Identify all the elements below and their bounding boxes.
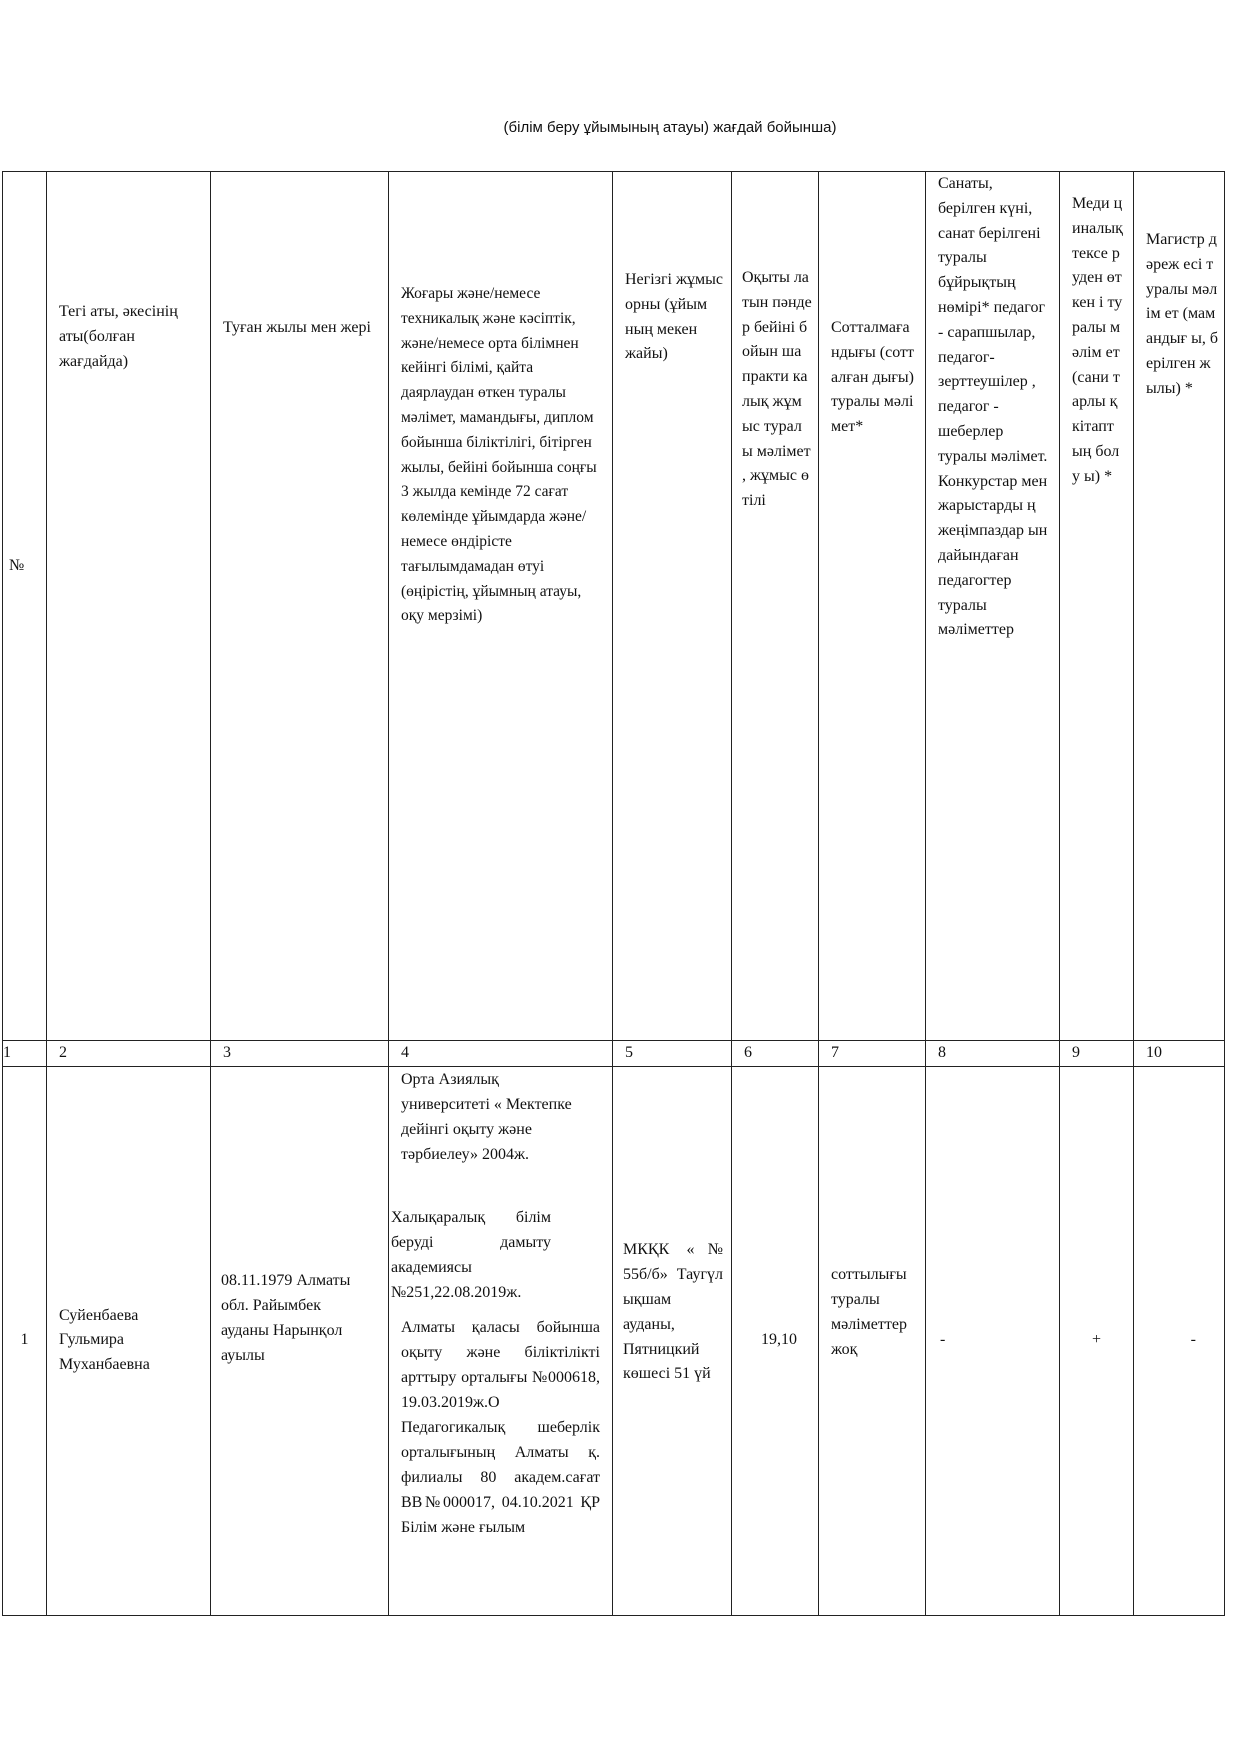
row-fullname-value: Суйенбаева Гульмира Муханбаевна — [59, 1306, 150, 1374]
col-num-1: 1 — [3, 1041, 47, 1067]
header-fullname-label: Тегі аты, әкесінің аты(болған жағдайда) — [59, 303, 178, 370]
header-no-label: № — [9, 556, 25, 574]
row-workplace — [613, 1066, 732, 1615]
header-masters-label: Магистр дәреж есі туралы мәлім ет (мамандығ ы, берілген жылы) * — [1146, 231, 1219, 397]
header-practice-label: Оқыты латын пәндер бейіні бойын ша практи калық жұмыс туралы мәлімет , жұмыс өтілі — [742, 269, 812, 510]
header-fullname — [47, 172, 211, 1041]
header-no — [3, 172, 47, 1041]
table-row — [3, 1066, 1225, 1615]
header-education-label: Жоғары және/немесе техникалық және кәсіптік, және/немесе орта білімнен кейінгі білімі, қайта даярлаудан өткен туралы мәлімет, мамандығы, диплом бойынша біліктілігі, бітірген жылы, бейіні бойынша соңғы 3 жылда кемінде 72 сағат көлемінде ұйымдарда және/немесе өндірісте тағылымдамадан өтуі (өңірістің, ұйымның атауы, оқу мерзімі) — [401, 285, 597, 625]
header-workplace-label: Негізгі жұмыс орны (ұйым ның мекен жайы) — [625, 271, 724, 363]
header-workplace — [613, 172, 732, 1041]
col-num-6: 6 — [732, 1041, 819, 1067]
staff-table — [2, 171, 1225, 1616]
row-category — [926, 1066, 1060, 1615]
header-row — [3, 172, 1225, 1041]
col-num-2: 2 — [47, 1041, 211, 1067]
col-num-8: 8 — [926, 1041, 1060, 1067]
col-num-3: 3 — [211, 1041, 389, 1067]
page-caption: (білім беру ұйымының атауы) жағдай бойынша) — [503, 119, 837, 136]
row-number-value: 1 — [20, 1331, 29, 1349]
row-conviction — [819, 1066, 926, 1615]
header-category-label: Санаты, берілген күні, санат берілгені туралы бұйрықтың нөмірі* педагог - сарапшылар, педагог-зерттеушілер , педагог - шеберлер туралы мәлімет. Конкурстар мен жарыстарды ң жеңімпаздар ын дайындаған педагогтер туралы мәліметтер — [938, 175, 1048, 639]
row-fullname — [47, 1066, 211, 1615]
header-birth — [211, 172, 389, 1041]
row-masters-value: - — [1190, 1331, 1196, 1349]
header-education — [389, 172, 613, 1041]
row-experience-value: 19,10 — [761, 1331, 797, 1349]
col-num-5: 5 — [613, 1041, 732, 1067]
row-education-courses: Алматы қаласы бойынша оқыту және біліктілікті арттыру орталығы №000618, 19.03.2019ж.О Педагогикалық шеберлік орталығының Алматы қ. филиалы 80 академ.сағат ВВ№000017, 04.10.2021 ҚР Білім және ғылым — [401, 1318, 600, 1536]
row-number — [3, 1066, 47, 1615]
row-education-academy: Халықаралық білім беруді дамыту академиясы №251,22.08.2019ж. — [391, 1208, 551, 1301]
row-education-diploma: Орта Азиялық университеті « Мектепке дейінгі оқыту және тәрбиелеу» 2004ж. — [401, 1070, 572, 1163]
row-experience — [732, 1066, 819, 1615]
row-workplace-value: МКҚК «№ 55б/б» Таугүл ықшам ауданы, Пятницкий көшесі 51 үй — [623, 1241, 723, 1383]
header-category — [926, 172, 1060, 1041]
header-birth-label: Туған жылы мен жері — [223, 319, 371, 336]
header-conviction — [819, 172, 926, 1041]
col-num-9: 9 — [1060, 1041, 1134, 1067]
row-medical-value: + — [1091, 1331, 1102, 1349]
row-birth-value: 08.11.1979 Алматы обл. Райымбек ауданы Нарынқол ауылы — [221, 1272, 351, 1364]
row-masters — [1134, 1066, 1225, 1615]
row-conviction-value: соттылығы туралы мәліметтер жоқ — [831, 1266, 907, 1358]
col-num-7: 7 — [819, 1041, 926, 1067]
col-num-10: 10 — [1134, 1041, 1225, 1067]
column-number-row — [3, 1041, 1225, 1067]
row-birth — [211, 1066, 389, 1615]
header-medical-label: Меди циналық тексе руден өткен і туралы мәлім ет (сани тарлы қ кітапт ың болу ы) * — [1072, 195, 1123, 485]
row-medical — [1060, 1066, 1134, 1615]
col-num-4: 4 — [389, 1041, 613, 1067]
header-conviction-label: Сотталмаға ндығы (сотталған дығы) туралы мәлімет* — [831, 319, 914, 436]
header-medical — [1060, 172, 1134, 1041]
header-masters — [1134, 172, 1225, 1041]
row-education — [389, 1066, 613, 1615]
row-category-value: - — [940, 1331, 946, 1349]
header-practice — [732, 172, 819, 1041]
